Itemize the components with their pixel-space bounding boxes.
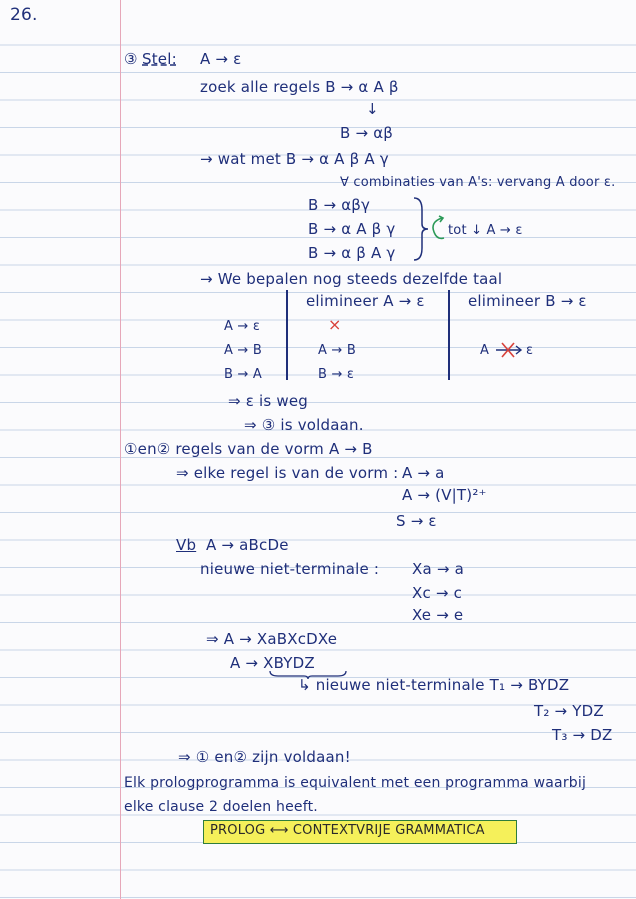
- form-1: A → a: [402, 464, 445, 482]
- eps-weg: ⇒ ε is weg: [228, 392, 308, 410]
- closing-line-2: elke clause 2 doelen heeft.: [124, 799, 318, 815]
- form-2: A → (V|T)²⁺: [402, 486, 487, 504]
- mid-rule-2: B → ε: [318, 367, 355, 382]
- crossed-arrow-icon: [494, 341, 524, 359]
- step1-line: ⇒ A → XaBXcDXe: [206, 630, 338, 648]
- col-right-header: elimineer B → ε: [468, 292, 587, 310]
- nt-rule-3: Xe → e: [412, 606, 464, 624]
- right-rule-rhs: ε: [526, 343, 534, 358]
- nt-rule-2: Xc → c: [412, 584, 463, 602]
- rule12-conclusion: ⇒ ① en② zijn voldaan!: [178, 748, 351, 766]
- rule3-voldaan: ⇒ ③ is voldaan.: [244, 416, 364, 434]
- col-left-header: elimineer A → ε: [306, 292, 425, 310]
- curl-arrow-icon: [428, 214, 448, 244]
- left-rule-1: A → ε: [224, 319, 261, 334]
- rule12-head: ①en② regels van de vorm A → B: [124, 440, 373, 458]
- cross-mark: ×: [328, 315, 342, 334]
- zoek-line: zoek alle regels B → α A β: [200, 78, 399, 96]
- step3-line: ↳ nieuwe niet-terminale T₁ → BYDZ: [298, 676, 570, 694]
- zelfde-line: → We bepalen nog steeds dezelfde taal: [200, 270, 503, 288]
- combinations-line: ∀ combinaties van A's: vervang A door ε.: [340, 175, 616, 190]
- rule3-marker: ③: [124, 50, 138, 68]
- nieuwe-line: nieuwe niet-terminale :: [200, 560, 380, 578]
- set-rule-2: B → α A β γ: [308, 220, 396, 238]
- left-rule-3: B → A: [224, 367, 262, 382]
- elke-line: ⇒ elke regel is van de vorm :: [176, 464, 399, 482]
- brace-note: tot ↓ A → ε: [448, 223, 523, 238]
- vb-label: Vb: [176, 536, 197, 554]
- example-rule: A → aBcDe: [206, 536, 289, 554]
- right-brace-icon: [410, 196, 430, 262]
- highlight-banner: [203, 820, 517, 844]
- b-alpha-beta: B → αβ: [340, 124, 394, 142]
- table-divider-left: [286, 290, 288, 380]
- page-number: 26.: [10, 5, 38, 25]
- left-rule-2: A → B: [224, 343, 262, 358]
- set-rule-1: B → αβγ: [308, 196, 371, 214]
- nt-rule-1: Xa → a: [412, 560, 464, 578]
- banner-text: PROLOG ⟷ CONTEXTVRIJE GRAMMATICA: [210, 823, 485, 838]
- set-rule-3: B → α β A γ: [308, 244, 396, 262]
- form-3: S → ε: [396, 512, 437, 530]
- stel-label: Stel:: [142, 50, 177, 68]
- table-divider-right: [448, 290, 450, 380]
- right-rule-lhs: A: [480, 343, 490, 358]
- t2-rule: T₂ → YDZ: [534, 702, 604, 720]
- mid-rule-1: A → B: [318, 343, 356, 358]
- wat-met-line: → wat met B → α A β A γ: [200, 150, 389, 168]
- closing-line-1: Elk prologprogramma is equivalent met een programma waarbij: [124, 775, 587, 791]
- t3-rule: T₃ → DZ: [552, 726, 613, 744]
- step2-line: A → XBYDZ: [230, 654, 315, 672]
- stel-rule: A → ε: [200, 50, 242, 68]
- margin-line: [120, 0, 121, 899]
- down-arrow: ↓: [366, 100, 379, 118]
